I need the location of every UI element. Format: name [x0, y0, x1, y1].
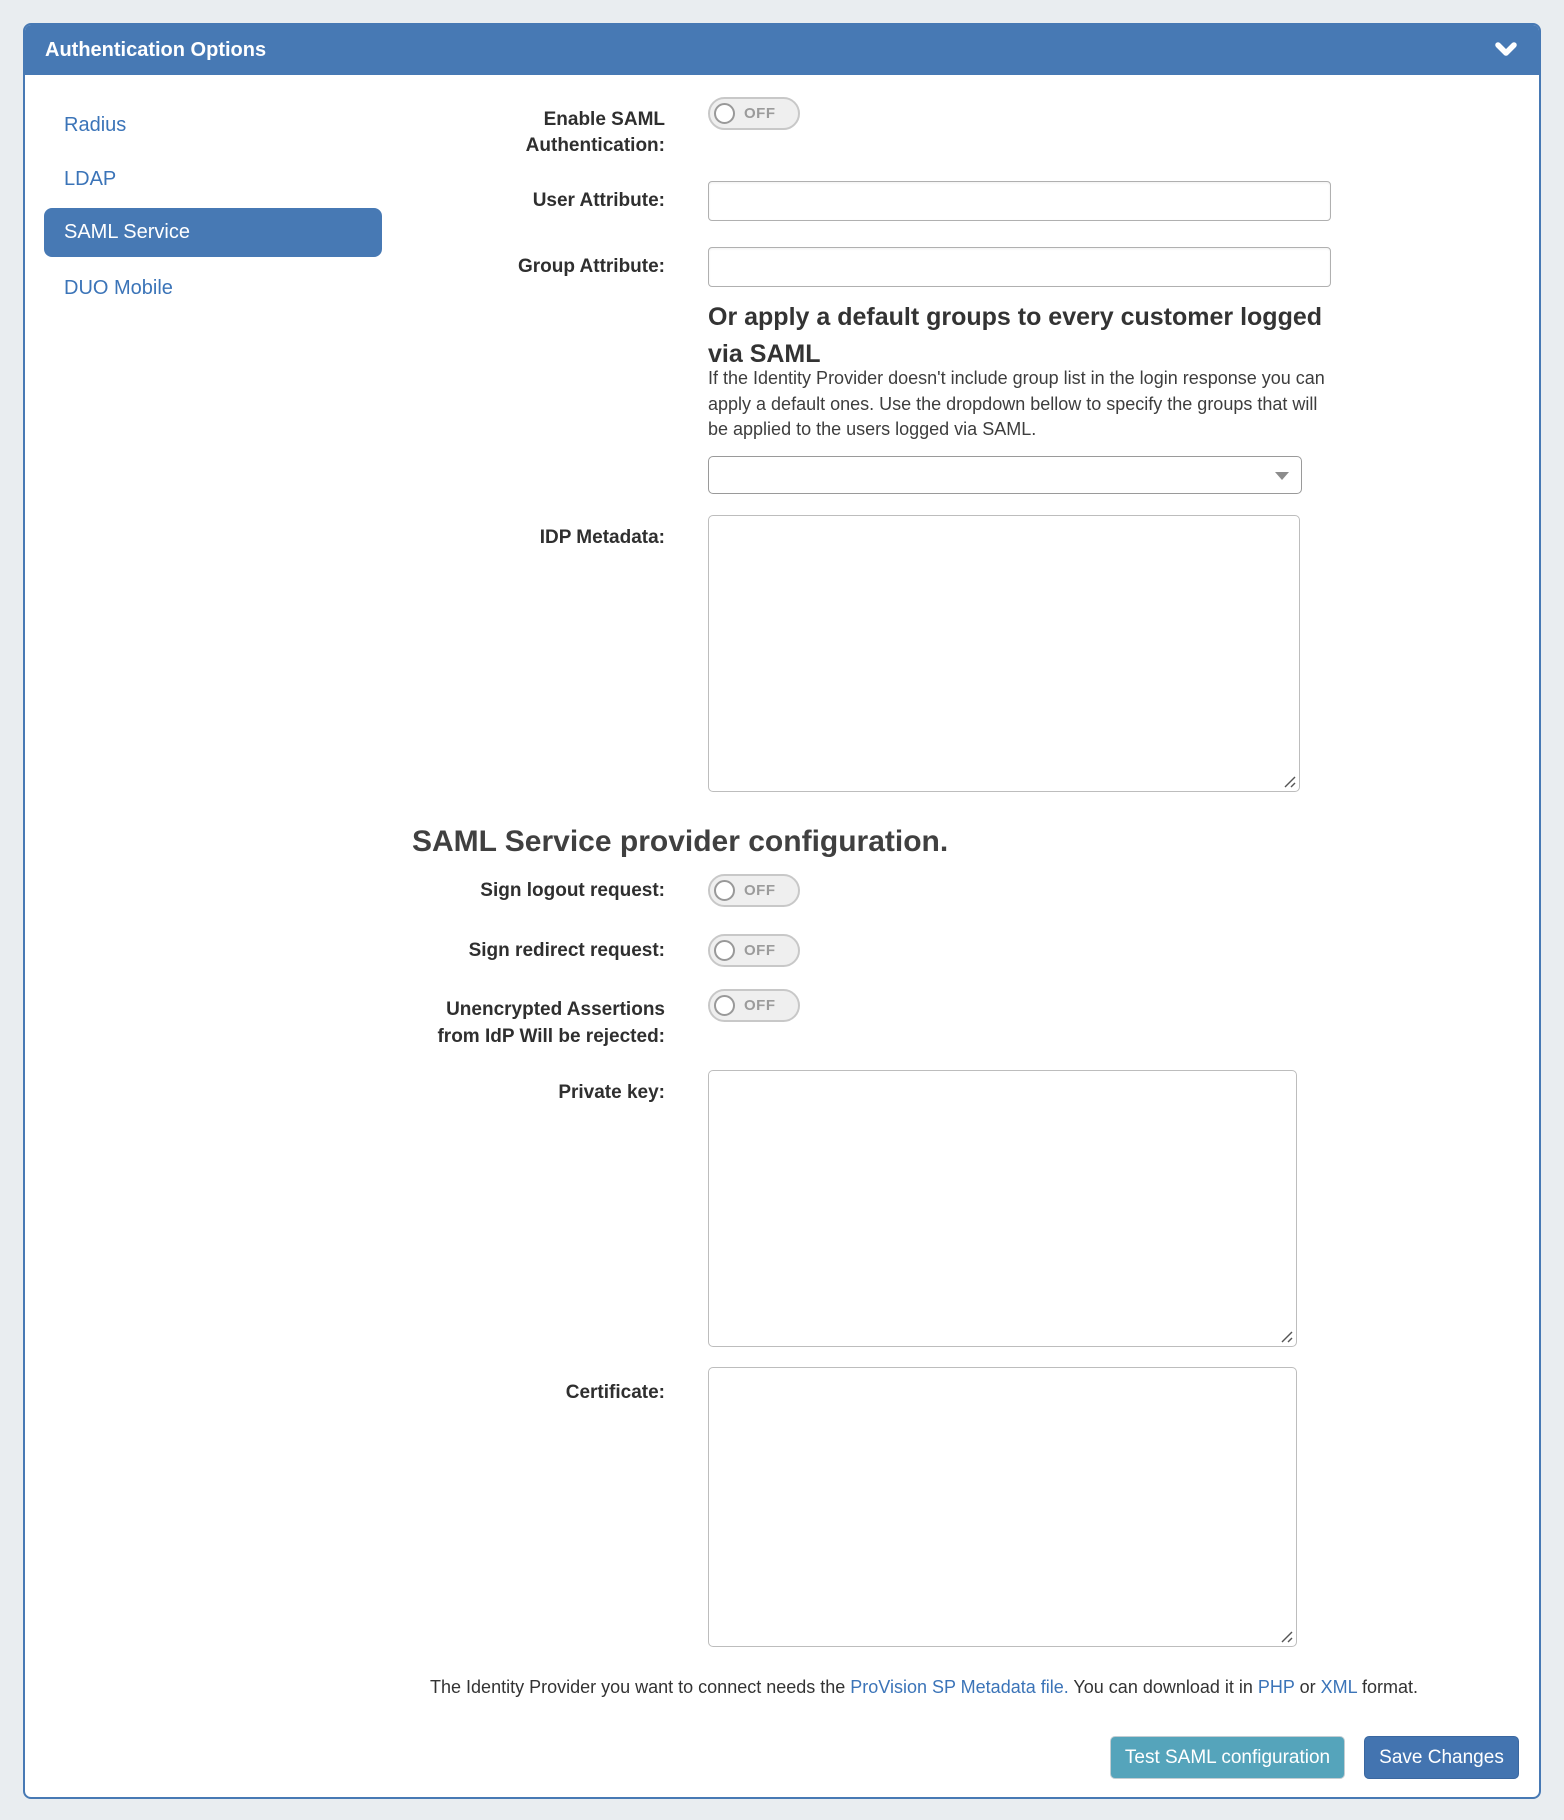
default-groups-heading: Or apply a default groups to every customer logged via SAML	[708, 303, 1323, 368]
toggle-state-label: OFF	[744, 105, 776, 122]
idp-metadata-field	[708, 515, 1300, 792]
group-attribute-label: Group Attribute:	[517, 256, 665, 277]
toggle-state-label: OFF	[744, 997, 776, 1014]
xml-format-link[interactable]: XML	[1320, 1677, 1357, 1697]
private-key-label: Private key:	[558, 1082, 665, 1103]
certificate-field	[708, 1367, 1297, 1647]
toggle-knob-icon	[714, 940, 735, 961]
idp-metadata-label: IDP Metadata:	[539, 527, 665, 548]
sp-metadata-note	[305, 1676, 1541, 1698]
default-groups-description: If the Identity Provider doesn't include group list in the login response you can apply a default ones. Use the dropdown bellow to specify the groups that will be applied to the users logged via SAML.	[708, 368, 1325, 439]
default-groups-select[interactable]	[708, 456, 1302, 494]
toggle-state-label: OFF	[744, 942, 776, 959]
unencrypted-assertions-toggle[interactable]	[708, 989, 800, 1022]
toggle-state-label: OFF	[744, 882, 776, 899]
panel-title: Authentication Options	[45, 38, 267, 61]
toggle-knob-icon	[714, 995, 735, 1016]
user-attribute-input[interactable]	[708, 181, 1331, 221]
sidebar-item-ldap[interactable]: LDAP	[64, 168, 117, 190]
sign-redirect-label: Sign redirect request:	[468, 940, 665, 961]
note-text: format.	[1356, 1677, 1418, 1697]
enable-saml-toggle[interactable]	[708, 97, 800, 130]
sidebar-item-radius[interactable]: Radius	[64, 114, 127, 136]
save-changes-button[interactable]: Save Changes	[1364, 1736, 1519, 1779]
note-text: or	[1294, 1677, 1321, 1697]
private-key-textarea[interactable]	[708, 1070, 1297, 1347]
user-attribute-label: User Attribute:	[532, 190, 665, 211]
note-text: The Identity Provider you want to connect needs the	[430, 1677, 851, 1697]
sign-redirect-toggle[interactable]	[708, 934, 800, 967]
sp-metadata-file-link[interactable]: ProVision SP Metadata file.	[850, 1677, 1069, 1697]
certificate-label: Certificate:	[565, 1382, 665, 1403]
collapse-panel-button[interactable]	[1493, 40, 1519, 60]
test-saml-configuration-button[interactable]: Test SAML configuration	[1110, 1736, 1345, 1779]
sidebar-item-label: SAML Service	[64, 221, 190, 243]
private-key-field	[708, 1070, 1297, 1347]
toggle-knob-icon	[714, 880, 735, 901]
idp-metadata-textarea[interactable]	[708, 515, 1300, 792]
panel-header	[25, 25, 1539, 75]
group-attribute-input[interactable]	[708, 247, 1331, 287]
sidebar-item-duo-mobile[interactable]: DUO Mobile	[64, 277, 173, 299]
authentication-options-panel	[23, 23, 1541, 1799]
chevron-down-icon	[1493, 40, 1519, 60]
unencrypted-assertions-label: Unencrypted Assertions from IdP Will be rejected:	[437, 999, 665, 1047]
php-format-link[interactable]: PHP	[1257, 1677, 1295, 1697]
sidebar-item-saml-service[interactable]	[44, 208, 382, 257]
sign-logout-label: Sign logout request:	[480, 880, 665, 901]
enable-saml-label: Enable SAML Authentication:	[525, 109, 665, 156]
sign-logout-toggle[interactable]	[708, 874, 800, 907]
toggle-knob-icon	[714, 103, 735, 124]
note-text: You can download it in	[1068, 1677, 1258, 1697]
caret-down-icon	[1275, 472, 1289, 480]
sp-configuration-heading: SAML Service provider configuration.	[412, 825, 949, 858]
certificate-textarea[interactable]	[708, 1367, 1297, 1647]
